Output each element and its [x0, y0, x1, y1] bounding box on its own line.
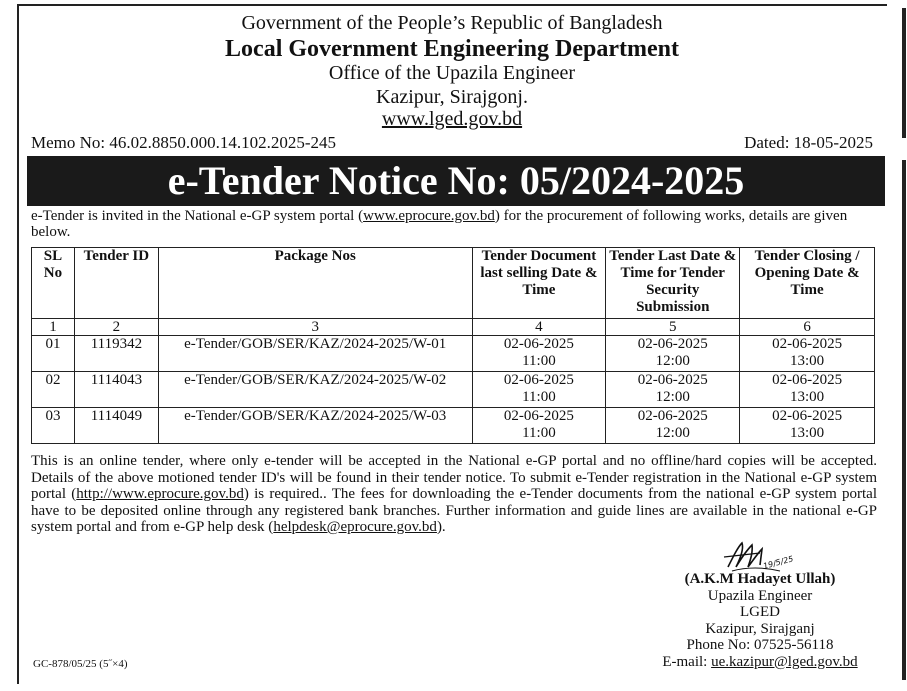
col-header-package: Package Nos	[158, 248, 472, 319]
tender-id-cell: 1114049	[74, 408, 158, 444]
package-cell: e-Tender/GOB/SER/KAZ/2024-2025/W-03	[158, 408, 472, 444]
security-cell: 02-06-2025 12:00	[606, 372, 740, 408]
col-header-security: Tender Last Date & Time for Tender Security Submission	[606, 248, 740, 319]
tender-id-cell: 1119342	[74, 336, 158, 372]
security-cell: 02-06-2025 12:00	[606, 408, 740, 444]
column-number: 6	[740, 319, 875, 336]
signature-block	[640, 571, 880, 670]
email-link[interactable]: ue.kazipur@lged.gov.bd	[711, 653, 858, 670]
signature-date: 19/5/25	[762, 554, 795, 571]
closing-cell: 02-06-2025 13:00	[740, 372, 875, 408]
col-header-closing: Tender Closing / Opening Date & Time	[740, 248, 875, 319]
sl-cell: 01	[32, 336, 75, 372]
column-number: 5	[606, 319, 740, 336]
col-header-sl: SL No	[32, 248, 75, 319]
package-cell: e-Tender/GOB/SER/KAZ/2024-2025/W-01	[158, 336, 472, 372]
signatory-email: E-mail: ue.kazipur@lged.gov.bd	[662, 653, 858, 670]
eprocure-link[interactable]: www.eprocure.gov.bd	[363, 208, 495, 224]
signatory-phone: Phone No: 07525-56118	[686, 637, 834, 653]
eprocure-url-link[interactable]: http://www.eprocure.gov.bd	[76, 486, 244, 502]
column-number: 4	[472, 319, 606, 336]
signatory-location: Kazipur, Sirajganj	[705, 620, 815, 637]
department-name: Local Government Engineering Department	[225, 36, 679, 62]
notice-title: e-Tender Notice No: 05/2024-2025	[27, 156, 885, 206]
package-cell: e-Tender/GOB/SER/KAZ/2024-2025/W-02	[158, 372, 472, 408]
government-name: Government of the People’s Republic of Bangladesh	[241, 12, 663, 34]
signatory-org: LGED	[740, 604, 780, 620]
table-row	[32, 372, 875, 408]
website-link[interactable]: www.lged.gov.bd	[381, 108, 523, 130]
closing-cell: 02-06-2025 13:00	[740, 336, 875, 372]
notice-date: Dated: 18-05-2025	[744, 133, 873, 152]
table-row	[32, 408, 875, 444]
doc-selling-cell: 02-06-2025 11:00	[472, 336, 606, 372]
right-border	[902, 8, 906, 138]
footer-code: GC-878/05/25 (5˝×4)	[33, 658, 128, 670]
tender-id-cell: 1114043	[74, 372, 158, 408]
intro-text: e-Tender is invited in the National e-GP system portal (www.eprocure.gov.bd) for the procurement of following works, details are given below.	[31, 208, 848, 240]
signatory-name: (A.K.M Hadayet Ullah)	[684, 571, 836, 587]
col-header-doc-selling: Tender Document last selling Date & Time	[472, 248, 606, 319]
office-name: Office of the Upazila Engineer	[328, 62, 576, 84]
table-row	[32, 336, 875, 372]
security-cell: 02-06-2025 12:00	[606, 336, 740, 372]
instructions-paragraph: This is an online tender, where only e-tender will be accepted in the National e-GP portal and no offline/hard copies will be accepted. Details of the above motioned tender ID's will be found in their tender notice. To submit e-Tender registration in the National e-GP system portal (http://www.eprocure.gov.bd) is required.. The fees for downloading the e-Tender documents from the national e-GP system portal have to be deposited online through any registered bank branches. Further information and guide lines are available in the national e-GP system portal and from e-GP help desk (helpdesk@eprocure.gov.bd).	[31, 453, 878, 535]
doc-selling-cell: 02-06-2025 11:00	[472, 408, 606, 444]
closing-cell: 02-06-2025 13:00	[740, 408, 875, 444]
helpdesk-email-link[interactable]: helpdesk@eprocure.gov.bd	[273, 519, 437, 535]
tender-table	[31, 247, 875, 444]
sl-cell: 03	[32, 408, 75, 444]
signatory-designation: Upazila Engineer	[707, 587, 813, 604]
right-border	[902, 160, 906, 680]
col-header-tender-id: Tender ID	[74, 248, 158, 319]
sl-cell: 02	[32, 372, 75, 408]
doc-selling-cell: 02-06-2025 11:00	[472, 372, 606, 408]
memo-number: Memo No: 46.02.8850.000.14.102.2025-245	[31, 133, 337, 152]
column-number: 1	[32, 319, 75, 336]
table-header-row	[32, 248, 875, 319]
column-number-row	[32, 319, 875, 336]
column-number: 3	[158, 319, 472, 336]
column-number: 2	[74, 319, 158, 336]
office-address: Kazipur, Sirajgonj.	[376, 86, 528, 108]
